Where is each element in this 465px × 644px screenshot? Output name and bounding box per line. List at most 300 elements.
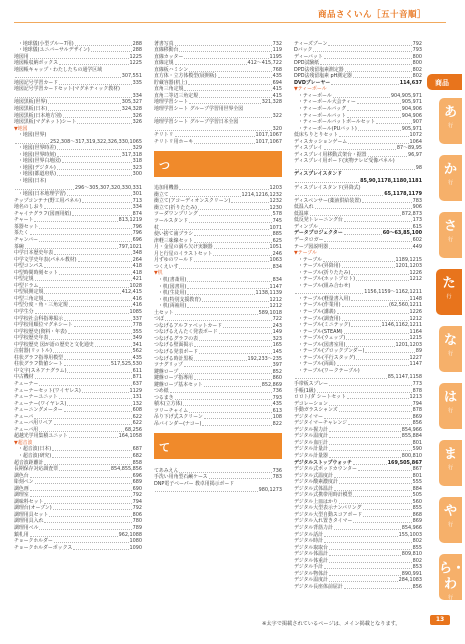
entry-term: デジタル大型表示ナンバリング (294, 505, 362, 512)
dot-leader (48, 103, 121, 104)
dot-leader (202, 425, 271, 426)
dot-leader (175, 399, 272, 400)
entry-term: ディーバット (294, 53, 323, 60)
dot-leader (313, 51, 411, 52)
kana-tab[interactable] (439, 383, 462, 429)
entry-term: デジタル体温計 (294, 551, 328, 558)
dot-leader (344, 588, 412, 589)
entry-term: 手動ガラスシャンズ (294, 407, 338, 414)
kana-tab[interactable] (439, 440, 462, 486)
dot-leader (183, 405, 271, 406)
entry-term: 茶碗 (14, 243, 24, 250)
entry-term: デジタル握力計 (294, 426, 328, 433)
entry-term: つなげるグラフの表 (154, 335, 199, 342)
entry-term: つなげるえんたく発表ボード (154, 329, 218, 336)
dot-leader (194, 360, 246, 361)
entry-pages: 1051 (269, 244, 282, 251)
entry-term: ▼超音波 (14, 439, 33, 446)
entry-pages: 415 (272, 86, 282, 93)
entry-pages: 412,415 (121, 289, 142, 296)
dot-leader (204, 386, 261, 387)
entry-pages: 885 (272, 231, 282, 238)
dot-leader (52, 450, 131, 451)
entry-pages: 736 (272, 388, 282, 395)
kana-tab[interactable] (439, 554, 465, 601)
dot-leader (218, 77, 272, 78)
entry-term: ・テーブル(折りたたみ) (298, 269, 351, 276)
entry-pages: 165 (272, 342, 282, 349)
entry-pages: 114,637 (399, 79, 422, 86)
dot-leader (329, 437, 401, 438)
entry-term: 超音波距離計 (14, 459, 44, 466)
entry-pages: 793 (272, 394, 282, 401)
entry-term: 月ずゆのワールド (154, 257, 194, 264)
entry-term: 地図記号学習カードセット(マグネティック教材) (14, 86, 120, 93)
dot-leader (331, 84, 399, 85)
entry-pages: 800 (412, 53, 422, 60)
entry-pages: 884 (412, 485, 422, 492)
entry-pages: 637 (132, 380, 142, 387)
entry-pages: 589,1018 (258, 309, 282, 316)
dot-leader (329, 575, 401, 576)
entry-pages: 1156,1159〜1162,1211 (364, 289, 422, 296)
kana-tab-label: ら・わ (439, 561, 465, 592)
entry-pages: 1164 (409, 328, 422, 335)
entry-pages: 789 (132, 525, 142, 532)
entry-pages: 615 (412, 223, 422, 230)
dot-leader (35, 280, 132, 281)
entry-term: ・テーブル(ウェッブ) (298, 335, 346, 342)
entry-pages: 778 (132, 322, 142, 329)
entry-pages: 296〜305,307,320,330,331 (74, 184, 142, 191)
index-entry (294, 583, 422, 590)
entry-term: 中型時間時刻セット (14, 269, 59, 276)
entry-pages: 246 (272, 250, 282, 257)
entry-pages: 1225 (129, 60, 142, 67)
dot-leader (39, 529, 131, 530)
entry-term: ツナグリップ (154, 362, 183, 369)
entry-term: デジタル計量器 (294, 453, 328, 459)
dot-leader (214, 248, 269, 249)
dot-leader (358, 130, 401, 131)
entry-term: 中型展開定規 (14, 289, 44, 296)
entry-term: 地図黒板(日本) (14, 106, 48, 113)
entry-pages: 682 (132, 453, 142, 459)
dot-leader (179, 268, 271, 269)
entry-term: ディスカッションゲーム (294, 138, 348, 145)
entry-pages: 878 (412, 407, 422, 414)
entry-pages: 792 (412, 40, 422, 47)
entry-pages: 1212 (269, 303, 282, 310)
dot-leader (49, 339, 131, 340)
entry-term: ・地図(都道府県) (18, 171, 57, 178)
entry-pages: 98 (415, 164, 422, 171)
entry-term: ツールスタンド (154, 218, 188, 225)
kana-tab[interactable] (439, 326, 462, 372)
entry-pages: 1129 (129, 387, 142, 394)
entry-term: 調色台 (14, 472, 29, 479)
entry-term: デジタイマー (294, 413, 323, 420)
entry-term: 直線移動台 (154, 47, 179, 54)
entry-pages: 1226 (409, 308, 422, 315)
dot-leader (188, 84, 271, 85)
entry-pages: 85,1147,1158 (387, 374, 422, 381)
kana-tab-suffix: 行 (447, 123, 453, 129)
index-column-2 (154, 40, 282, 493)
dot-leader (155, 117, 272, 118)
entry-term: 中型定規 (14, 276, 34, 283)
entry-pages: 355 (132, 328, 142, 335)
entry-pages: 736 (272, 467, 282, 474)
entry-term: 中学文学史年表(パネル教材) (14, 256, 77, 263)
entry-pages: 1201,1203 (395, 341, 422, 348)
kana-tab-label: ま (443, 447, 457, 462)
entry-term: デジタル体重計 (294, 557, 328, 564)
dot-leader (329, 555, 401, 556)
dot-leader (68, 333, 132, 334)
entry-term: チューバ用リペア (14, 420, 53, 427)
entry-pages: 288 (132, 40, 142, 47)
dot-leader (91, 51, 132, 52)
kana-tab-suffix: 行 (447, 351, 453, 357)
dot-leader (329, 444, 412, 445)
dot-leader (295, 169, 415, 170)
entry-term: デジタル式体温計 (294, 485, 333, 492)
entry-pages: 89 (415, 348, 422, 355)
entry-pages: 132 (132, 400, 142, 407)
dot-leader (30, 490, 132, 491)
entry-term: テープ図説明器 (294, 243, 328, 250)
entry-term: 地図帳収納ボックス (14, 60, 58, 67)
dot-leader (179, 373, 271, 374)
entry-pages: 868 (412, 511, 422, 518)
entry-pages: 1215 (409, 335, 422, 342)
entry-pages: 869 (412, 413, 422, 420)
entry-term: 柱状グラフ指導用模型 (14, 354, 63, 361)
entry-term: DNP電子ペーパー 教卓用掲示ボード (154, 480, 235, 487)
dot-leader (328, 45, 411, 46)
dot-leader (342, 267, 395, 268)
entry-pages: 435 (272, 401, 282, 408)
dot-leader (44, 267, 132, 268)
entry-term: 中学校歴史年表 (14, 335, 49, 342)
entry-pages: 689 (132, 479, 142, 486)
entry-pages: 305,327 (121, 99, 142, 106)
dot-leader (44, 522, 131, 523)
dot-leader (54, 542, 129, 543)
kana-tab-label: な (443, 333, 457, 348)
entry-pages: 505 (412, 492, 422, 499)
kana-tab-suffix: 行 (446, 294, 452, 300)
dot-leader (57, 156, 121, 157)
entry-term: ・机(両袖用) (158, 303, 187, 310)
entry-pages: 1148 (409, 295, 422, 302)
dot-leader (358, 470, 412, 471)
dot-leader (44, 208, 131, 209)
dot-leader (194, 379, 272, 380)
entry-term: ディスプレイスタンド (294, 171, 343, 178)
dot-leader (39, 287, 128, 288)
entry-term: ・ティーボールバットボールセット (298, 119, 376, 126)
entry-term: ・地球儀(ユニバーサルデザイン) (18, 47, 90, 54)
dot-leader (324, 542, 412, 543)
dot-leader (365, 352, 414, 353)
entry-term: チャンバー (14, 236, 38, 243)
entry-pages: 164,1058 (118, 433, 142, 440)
entry-term: ツリーチャイム (154, 407, 189, 414)
entry-term: 調味料セット (14, 498, 44, 505)
entry-term: ・机(図書用) (158, 283, 187, 290)
entry-term: 直角三角定規 (154, 86, 184, 93)
entry-term: ・テーブル(組み合わせ) (298, 282, 351, 289)
entry-pages: 802 (412, 557, 422, 564)
dot-leader (342, 306, 388, 307)
entry-pages: 1017,1067 (255, 132, 282, 139)
entry-pages: 68,256 (124, 426, 142, 433)
kana-tab[interactable] (439, 98, 462, 144)
entry-term: ・テーブル(ホットプロト) (298, 276, 356, 283)
dot-leader (295, 195, 383, 196)
kana-tab[interactable] (439, 155, 462, 201)
entry-term: 手洗い用角型石鹸ケース (154, 474, 208, 481)
dot-leader (351, 326, 380, 327)
page-title: 商品さくいん［五十音順］ (317, 10, 426, 20)
dot-leader (351, 274, 408, 275)
dot-leader (184, 90, 271, 91)
entry-term: 地図黒板(マグネット)シート (14, 119, 77, 126)
dot-leader (356, 280, 409, 281)
entry-pages: 192,233〜235 (247, 355, 282, 362)
dot-leader (202, 301, 269, 302)
dot-leader (329, 549, 412, 550)
entry-term: デジタル大型自動スコアボード (294, 511, 363, 518)
entry-term: チューナー (14, 380, 39, 387)
entry-term: Dバック (294, 47, 313, 54)
kana-tab-label: か (443, 162, 457, 177)
entry-pages: 65,1178,1179 (384, 191, 422, 198)
entry-pages: 622 (132, 420, 142, 427)
entry-pages: 980,1273 (258, 487, 282, 494)
dot-leader (223, 327, 272, 328)
entry-term: ・超音波(日本) (18, 446, 52, 453)
dot-leader (204, 418, 272, 419)
entry-term: 地理学習シート グループ学習日本全図 (154, 119, 239, 126)
dot-leader (344, 333, 409, 334)
entry-pages: 1213 (409, 394, 422, 401)
entry-pages: 853 (412, 564, 422, 571)
dot-leader (187, 294, 254, 295)
entry-term: ▼ティーボール (294, 86, 327, 93)
dot-leader (64, 320, 132, 321)
entry-pages: 1147 (269, 283, 282, 290)
entry-term: ロロト/ダ シートセット (294, 394, 346, 401)
entry-term: ・テーブル(講義) (298, 308, 336, 315)
entry-pages: 349 (132, 335, 142, 342)
entry-term: ・ティーボール(PUバット) (298, 125, 357, 132)
dot-leader (324, 149, 396, 150)
dot-leader (310, 215, 401, 216)
dot-leader (30, 477, 132, 478)
entry-term: 鍵盤ロープ (154, 368, 179, 375)
entry-term: データロガー (294, 236, 324, 243)
entry-term: つなげるアルファベットカード (154, 322, 223, 329)
dot-leader (44, 293, 120, 294)
entry-pages: 1227 (409, 354, 422, 361)
entry-pages: 1017,1067 (255, 138, 282, 145)
entry-term: デジタル背筋力計 (294, 525, 333, 532)
entry-term: ・ティーボールバット (298, 112, 347, 119)
entry-term: 調理台(オーブン) (14, 505, 52, 512)
dot-leader (155, 130, 272, 131)
dot-leader (54, 424, 132, 425)
entry-pages: 337 (132, 315, 142, 322)
dot-leader (194, 235, 272, 236)
dot-leader (67, 195, 132, 196)
entry-term: ・超音波(研究) (18, 453, 52, 459)
dot-leader (44, 503, 131, 504)
entry-term: チューバ (14, 413, 34, 420)
entry-term: 手帳(1級) (294, 387, 316, 394)
entry-pages: 1090 (129, 544, 142, 551)
entry-pages: 690 (132, 485, 142, 492)
entry-pages: 852 (272, 368, 282, 375)
entry-term: 中学校歴史 図が語の歴史と文化通史 (14, 341, 94, 348)
entry-pages: 341 (132, 341, 142, 348)
entry-term: 中学生分 (14, 308, 34, 315)
dot-leader (219, 333, 272, 334)
dot-leader (15, 143, 49, 144)
dot-leader (25, 248, 118, 249)
dot-leader (30, 58, 129, 59)
entry-pages: 745 (272, 218, 282, 225)
entry-term: ディンプル (294, 223, 318, 230)
entry-pages: 173 (412, 217, 422, 224)
dot-leader (329, 562, 412, 563)
dot-leader (62, 162, 132, 163)
entry-term: 鍵盤ロープ指導用 (154, 375, 193, 382)
entry-pages: 794 (412, 400, 422, 407)
entry-pages: 326 (132, 112, 142, 119)
entry-pages: 243 (272, 322, 282, 329)
dot-leader (323, 261, 395, 262)
dot-leader (35, 313, 129, 314)
entry-term: DPD試験紙 (294, 60, 320, 67)
entry-pages: 869 (412, 518, 422, 525)
entry-term: デジタル取取台 (294, 544, 328, 551)
dot-leader (184, 58, 268, 59)
entry-pages: 421 (132, 276, 142, 283)
dot-leader (75, 45, 132, 46)
dot-leader (15, 97, 132, 98)
entry-term: 使い捨て歯ブラシ (154, 231, 194, 238)
dot-leader (347, 110, 401, 111)
entry-term: ティーズブーン (294, 40, 328, 47)
entry-pages: 60〜63,85,100 (382, 230, 422, 237)
dot-leader (345, 71, 412, 72)
dot-leader (160, 229, 269, 230)
entry-pages: 860 (272, 375, 282, 382)
entry-term: 地図記号学習カード (14, 79, 59, 86)
dot-leader (346, 339, 408, 340)
entry-pages: 131 (132, 394, 142, 401)
entry-pages: 904,906 (401, 112, 422, 119)
entry-pages: 1212 (409, 315, 422, 322)
entry-term: ディスプレイ用ボード(実物テレビ受像パネル) (294, 158, 395, 165)
entry-term: デジタル計量計 (294, 446, 328, 453)
dot-leader (337, 313, 409, 314)
entry-term: 津軽三味線セット (154, 237, 194, 244)
index-entry (14, 544, 142, 551)
entry-term: ・机(生徒用) (158, 290, 187, 297)
entry-term: デジタル長座体前屈計 (294, 583, 343, 590)
dot-leader (324, 241, 411, 242)
entry-pages: 1225 (129, 53, 142, 60)
entry-term: 直線カッター (154, 53, 184, 60)
entry-pages: 1085 (129, 308, 142, 315)
entry-pages: 590 (412, 446, 422, 453)
dot-leader (189, 71, 272, 72)
kana-tab-label: た (442, 276, 456, 291)
dot-leader (64, 365, 110, 366)
kana-tab[interactable] (439, 497, 462, 543)
dot-leader (199, 340, 272, 341)
dot-leader (339, 483, 412, 484)
dot-leader (363, 509, 412, 510)
entry-pages: 801 (412, 439, 422, 446)
entry-term: 手帯板スプレー (294, 380, 329, 387)
dot-leader (320, 64, 412, 65)
kana-tab[interactable] (439, 212, 462, 258)
entry-pages: 802 (412, 73, 422, 80)
entry-term: 吊り下げ式スクリーン (154, 414, 203, 421)
entry-term: ・テーブル(ワークテーブル) (298, 367, 360, 374)
entry-term: 中古機材 (14, 374, 34, 381)
entry-pages: 611 (132, 367, 142, 374)
dot-leader (231, 202, 268, 203)
entry-pages: 334 (132, 92, 142, 99)
entry-term: 長期保存対応調査票 (14, 466, 59, 473)
dot-leader (353, 77, 412, 78)
entry-term: 衝立て (154, 191, 169, 198)
entry-pages: 687 (132, 446, 142, 453)
kana-tab[interactable] (436, 269, 462, 315)
entry-term: ツーダワンプリング (154, 211, 198, 218)
entry-term: チョークホルダー (14, 538, 53, 545)
entry-term: 衝立て(アコーディオンスクリーン) (154, 198, 231, 205)
entry-pages: 145 (272, 348, 282, 355)
entry-pages: 1063 (269, 257, 282, 264)
dot-leader (30, 536, 118, 537)
kana-tab-suffix: 行 (447, 522, 453, 528)
dot-leader (184, 366, 272, 367)
entry-term: 直線板ハミシン (154, 66, 189, 73)
entry-term: つなげる壁面掲示 (154, 342, 194, 349)
dot-leader (329, 431, 401, 432)
entry-pages: 397 (272, 362, 282, 369)
dot-leader (34, 418, 131, 419)
entry-term: 地図用 (14, 53, 29, 60)
entry-pages: 1138,1139 (255, 290, 282, 297)
entry-pages: 416 (132, 295, 142, 302)
entry-pages: 334 (132, 204, 142, 211)
dot-leader (356, 359, 408, 360)
entry-pages: 517,525,530 (110, 361, 142, 368)
dot-leader (39, 431, 124, 432)
dot-leader (64, 411, 132, 412)
kana-tab-label: は (443, 390, 457, 405)
entry-term: ・テーブル(両面) (298, 361, 336, 368)
dot-leader (199, 215, 272, 216)
